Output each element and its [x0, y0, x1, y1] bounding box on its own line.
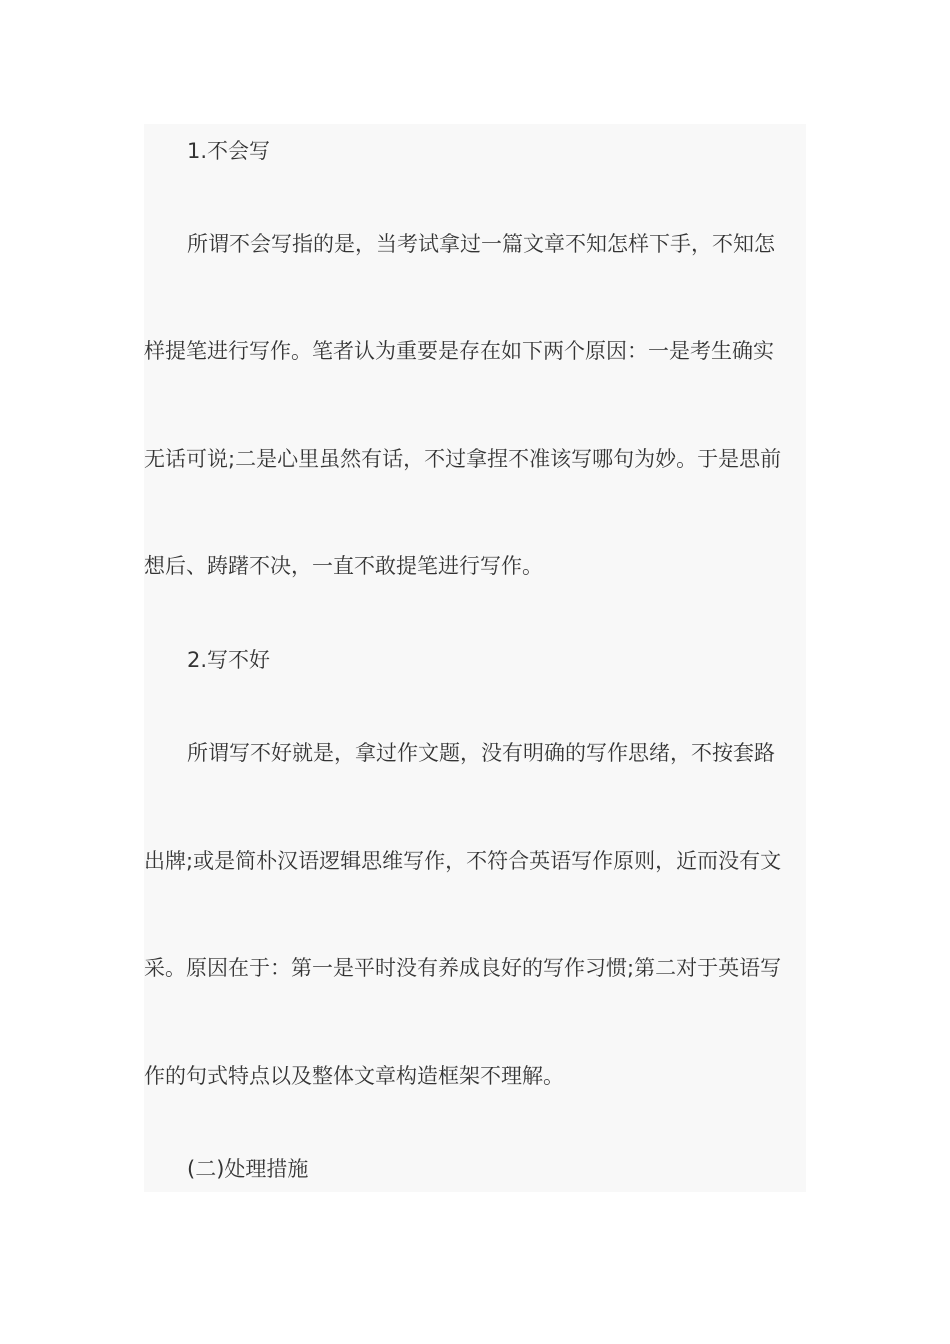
paragraph-line: 采。原因在于：第一是平时没有养成良好的写作习惯;第二对于英语写: [144, 956, 782, 980]
document-content: [144, 124, 806, 1192]
paragraph-line: 出牌;或是简朴汉语逻辑思维写作，不符合英语写作原则，近而没有文: [144, 849, 782, 873]
paragraph-line: 所谓写不好就是，拿过作文题，没有明确的写作思绪，不按套路: [187, 741, 775, 765]
section-heading-1: 1.不会写: [187, 139, 271, 163]
paragraph-line: 作的句式特点以及整体文章构造框架不理解。: [144, 1064, 564, 1088]
paragraph-line: 想后、踌躇不决，一直不敢提笔进行写作。: [144, 554, 543, 578]
paragraph-line: 样提笔进行写作。笔者认为重要是存在如下两个原因：一是考生确实: [144, 339, 774, 363]
paragraph-line: 无话可说;二是心里虽然有话，不过拿捏不准该写哪句为妙。于是思前: [144, 447, 782, 471]
section-heading-3: (二)处理措施: [187, 1157, 309, 1181]
paragraph-line: 所谓不会写指的是，当考试拿过一篇文章不知怎样下手，不知怎: [187, 232, 775, 256]
section-heading-2: 2.写不好: [187, 648, 271, 672]
